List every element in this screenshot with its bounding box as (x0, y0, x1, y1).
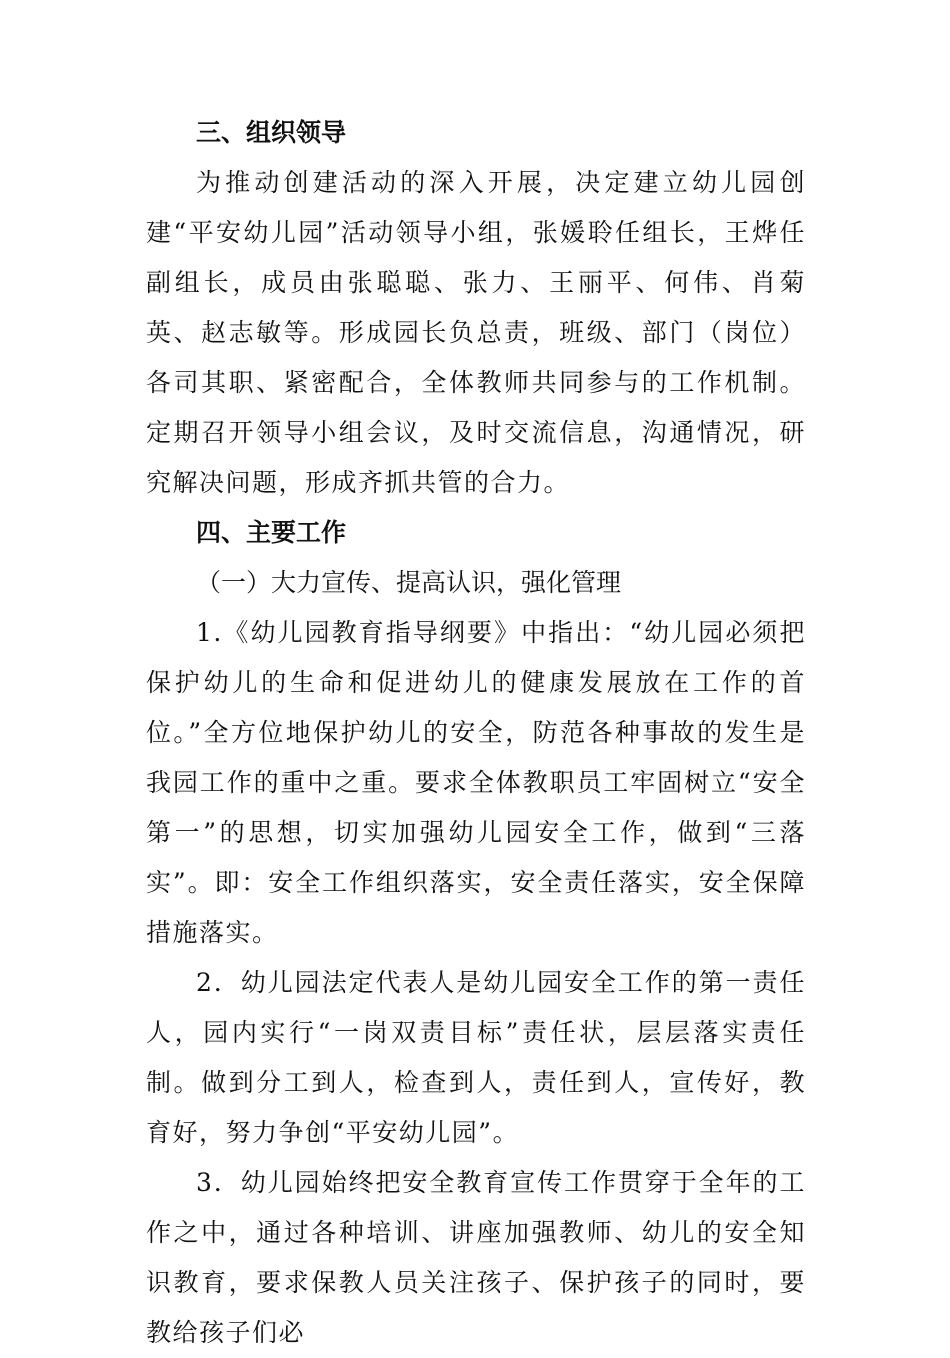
paragraph-leadership-group: 为推动创建活动的深入开展，决定建立幼儿园创建“平安幼儿园”活动领导小组，张媛聆任组长，王烨任副组长，成员由张聪聪、张力、王丽平、何伟、肖菊英、赵志敏等。形成园长负总责，班级、部门（岗位）各司其职、紧密配合，全体教师共同参与的工作机制。定期召开领导小组会议，及时交流信息，沟通情况，研究解决问题，形成齐抓共管的合力。 (146, 168, 806, 497)
paragraph-item-3: 3．幼儿园始终把安全教育宣传工作贯穿于全年的工作之中，通过各种培训、讲座加强教师、幼儿的安全知识教育，要求保教人员关注孩子、保护孩子的同时，要教给孩子们必 (146, 1168, 806, 1347)
paragraph-item-2: 2．幼儿园法定代表人是幼儿园安全工作的第一责任人，园内实行“一岗双责目标”责任状，层层落实责任制。做到分工到人，检查到人，责任到人，宣传好，教育好，努力争创“平安幼儿园”。 (146, 968, 806, 1147)
section-heading-organization: 三、组织领导 (196, 118, 347, 147)
paragraph-item-1: 1.《幼儿园教育指导纲要》中指出：“幼儿园必须把保护幼儿的生命和促进幼儿的健康发展放在工作的首位。”全方位地保护幼儿的安全，防范各种事故的发生是我园工作的重中之重。要求全体教职员工牢固树立“安全第一”的思想，切实加强幼儿园安全工作，做到“三落实”。即：安全工作组织落实，安全责任落实，安全保障措施落实。 (146, 618, 806, 947)
document-body (146, 108, 806, 1358)
subsection-heading-publicity: （一）大力宣传、提高认识，强化管理 (196, 568, 622, 597)
section-heading-main-work: 四、主要工作 (196, 518, 347, 547)
